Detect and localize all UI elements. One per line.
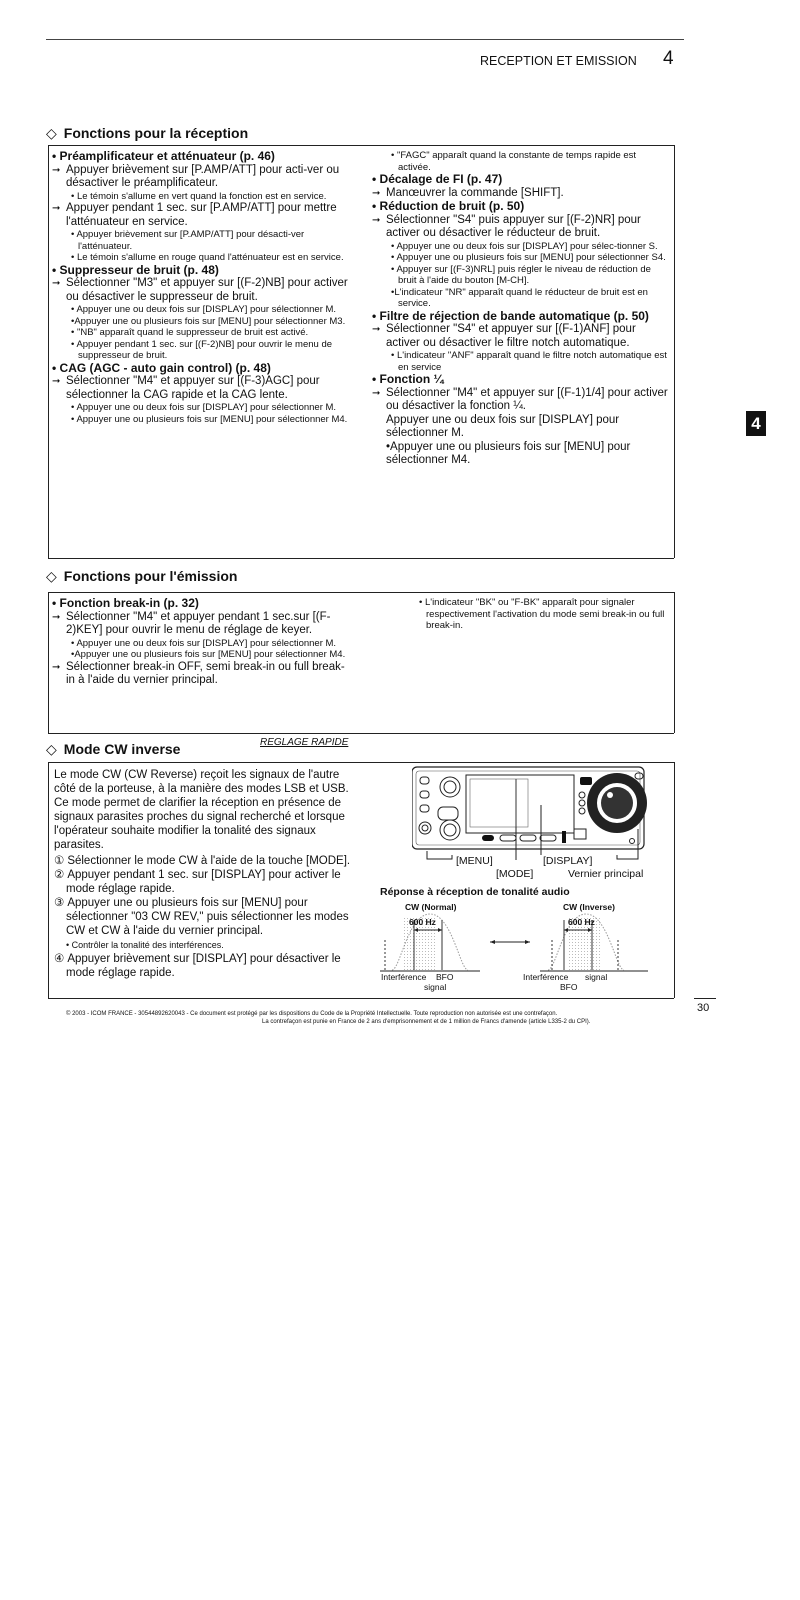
action-line: ➞ Sélectionner "S4" et appuyer sur [(F-1)ANF] pour activer ou désactiver le filtre notch automatique. — [372, 323, 670, 350]
note-line: • Appuyer une ou plusieurs fois sur [MENU] pour sélectionner M4. — [71, 413, 348, 425]
cw-normal-label: CW (Normal) — [405, 902, 457, 912]
cw-intro: Le mode CW (CW Reverse) reçoit les signaux de l'autre côté de la porteuse, à la manière des modes LSB et USB. Ce mode permet de clarifier la réception en présence de signaux parasites proches du signal recherché et lorsque l'opérateur souhaite modifier la tonalité des signaux parasites. — [54, 769, 349, 851]
inverse-signal-label: signal — [585, 972, 608, 982]
diamond-icon: ◇ — [46, 741, 57, 757]
header-title: RECEPTION ET EMISSION — [480, 54, 637, 68]
note-line: • "FAGC" apparaît quand la constante de temps rapide est activée. — [391, 150, 637, 173]
action-line: ➞ Sélectionner "M4" et appuyer pendant 1 sec.sur [(F-2)KEY] pour ouvrir le menu de réglage de keyer. — [52, 611, 352, 638]
note-line: • Appuyer une ou deux fois sur [DISPLAY] pour sélectionner M. — [71, 637, 337, 649]
note-line: •Appuyer une ou plusieurs fois sur [MENU] pour sélectionner M4. — [386, 440, 631, 466]
cw-step-number: ② — [54, 869, 65, 881]
note-line: • L'indicateur "BK" ou "F-BK" apparaît pour signaler respectivement l'activation du mode semi break-in ou full break-in. — [419, 597, 665, 631]
diamond-icon: ◇ — [46, 125, 57, 141]
response-title: Réponse à réception de tonalité audio — [380, 886, 570, 898]
note-line: • "NB" apparaît quand le suppresseur de bruit est activé. — [71, 327, 309, 338]
normal-hz-label: 600 Hz — [409, 917, 436, 927]
item-heading: • CAG (AGC - auto gain control) (p. 48) — [52, 360, 271, 375]
note-line: •L'indicateur "NR" apparaît quand le réducteur de bruit est en service. — [391, 286, 648, 309]
emission-title-text: Fonctions pour l'émission — [63, 568, 238, 584]
emission-left-column — [52, 597, 352, 688]
display-label: [DISPLAY] — [543, 855, 593, 867]
cw-title — [46, 741, 180, 758]
item-heading: • Réduction de bruit (p. 50) — [372, 199, 525, 213]
reception-left-column — [52, 150, 352, 425]
item-heading: • Suppresseur de bruit (p. 48) — [52, 262, 219, 277]
copyright-line-1: © 2003 - ICOM FRANCE - 30544892620043 - Ce document est protégé par les dispositions du Code de la Propriété Intellectuelle. Toute reproduction non autorisée est une contrefaçon. — [66, 1011, 558, 1017]
note-line: • Appuyer une ou plusieurs fois sur [MENU] pour sélectionner S4. — [391, 252, 666, 263]
item-heading: • Fonction break-in (p. 32) — [52, 596, 199, 610]
emission-right-column — [400, 597, 670, 632]
inverse-bfo-label: BFO — [560, 982, 578, 992]
item-heading: • Décalage de FI (p. 47) — [372, 172, 503, 186]
note-line: • Appuyer une ou deux fois sur [DISPLAY] pour sélectionner M. — [71, 402, 337, 413]
note-line: •Appuyer une ou plusieurs fois sur [MENU] pour sélectionner M3. — [71, 315, 346, 327]
cw-text — [54, 768, 352, 980]
cw-step-text: Appuyer une ou plusieurs fois sur [MENU] pour sélectionner "03 CW REV," puis sélectionner les modes CW et CW à l'aide du vernier principal. — [66, 897, 349, 937]
item-heading: • Fonction ¼ — [372, 372, 444, 386]
cw-step — [54, 938, 352, 952]
note-line: • L'indicateur "ANF" apparaît quand le filtre notch automatique est en service — [391, 350, 667, 373]
menu-label: [MENU] — [456, 855, 493, 867]
normal-bfo-label: BFO — [436, 972, 454, 982]
mode-label: [MODE] — [496, 868, 534, 880]
action-line: ➞ Manœuvrer la commande [SHIFT]. — [372, 187, 670, 201]
cw-step-text: Appuyer brièvement sur [DISPLAY] pour désactiver le mode réglage rapide. — [66, 953, 341, 979]
inverse-hz-label: 600 Hz — [568, 917, 595, 927]
page-number: 30 — [697, 1002, 710, 1014]
copyright-line-2: La contrefaçon est punie en France de 2 ans d'emprisonnement et de 1 million de Francs d'amende (article L335-2 du CPI). — [262, 1019, 591, 1025]
action-line: ➞ Appuyer pendant 1 sec. sur [P.AMP/ATT] pour mettre l'atténuateur en service. — [52, 202, 352, 229]
note-line: • Appuyer brièvement sur [P.AMP/ATT] pour désacti-ver l'atténuateur. — [71, 229, 305, 252]
reception-title-text: Fonctions pour la réception — [63, 125, 249, 141]
emission-title — [46, 568, 237, 585]
item-heading: • Filtre de réjection de bande automatique (p. 50) — [372, 308, 649, 323]
normal-interference-label: Interférence — [381, 972, 427, 982]
note-line: • Appuyer pendant 1 sec. sur [(F-2)NB] pour ouvrir le menu de suppresseur de bruit. — [71, 338, 333, 361]
action-line: ➞ Sélectionner "M4" et appuyer sur [(F-3)AGC] pour sélectionner la CAG rapide et la CAG lente. — [52, 375, 352, 402]
note-line: • Appuyer une ou deux fois sur [DISPLAY] pour sélec-tionner S. — [391, 240, 658, 252]
vernier-label: Vernier principal — [568, 868, 644, 880]
action-line: ➞ Sélectionner break-in OFF, semi break-in ou full break-in à l'aide du vernier principal. — [52, 661, 352, 688]
note-line: • Appuyer sur [(F-3)NRL] puis régler le niveau de réduction de bruit à l'aide du bouton [M-CH]. — [391, 263, 651, 286]
inverse-interference-label: Interférence — [523, 972, 569, 982]
reception-right-column — [372, 150, 670, 468]
cw-title-text: Mode CW inverse — [63, 741, 181, 757]
cw-inverse-label: CW (Inverse) — [563, 902, 615, 912]
action-line: ➞ Sélectionner "M3" et appuyer sur [(F-2)NB] pour activer ou désactiver le suppresseur de bruit. — [52, 277, 352, 304]
action-line: ➞ Sélectionner "M4" et appuyer sur [(F-1)1/4] pour activer ou désactiver la fonction ¼. — [372, 387, 670, 414]
note-line: • Le témoin s'allume en rouge quand l'atténuateur est en service. — [71, 252, 344, 263]
cw-step-text: Appuyer pendant 1 sec. sur [DISPLAY] pour activer le mode réglage rapide. — [66, 869, 341, 895]
action-line: ➞ Appuyer brièvement sur [P.AMP/ATT] pour acti-ver ou désactiver le préamplificateur. — [52, 164, 352, 191]
item-heading: • Préamplificateur et atténuateur (p. 46) — [52, 149, 275, 163]
cw-step-number: ④ — [54, 953, 65, 965]
cw-tag: REGLAGE RAPIDE — [260, 737, 349, 748]
chapter-number: 4 — [663, 48, 674, 69]
note-line: • Le témoin s'allume en vert quand la fonction est en service. — [71, 190, 327, 202]
normal-signal-label: signal — [424, 982, 447, 992]
reception-title — [46, 125, 248, 142]
cw-step — [54, 868, 352, 896]
cw-step — [54, 896, 352, 938]
note-line: Appuyer une ou deux fois sur [DISPLAY] pour sélectionner M. — [386, 413, 620, 439]
radio-front-panel — [412, 765, 652, 875]
cw-step-number: ① — [54, 855, 65, 867]
chapter-tab-label: 4 — [751, 414, 761, 433]
action-line: ➞ Sélectionner "S4" puis appuyer sur [(F-2)NR] pour activer ou désactiver le réducteur de bruit. — [372, 214, 670, 241]
cw-step-text: Sélectionner le mode CW à l'aide de la touche [MODE]. — [67, 855, 351, 867]
chapter-tab — [746, 411, 766, 436]
note-line: •Appuyer une ou plusieurs fois sur [MENU] pour sélectionner M4. — [71, 649, 346, 660]
cw-step-number: ③ — [54, 897, 65, 909]
note-line: • Appuyer une ou deux fois sur [DISPLAY] pour sélectionner M. — [71, 304, 337, 315]
diamond-icon: ◇ — [46, 568, 57, 584]
cw-step — [54, 952, 352, 980]
cw-step — [54, 854, 352, 868]
cw-step-text: • Contrôler la tonalité des interférences. — [66, 940, 224, 950]
